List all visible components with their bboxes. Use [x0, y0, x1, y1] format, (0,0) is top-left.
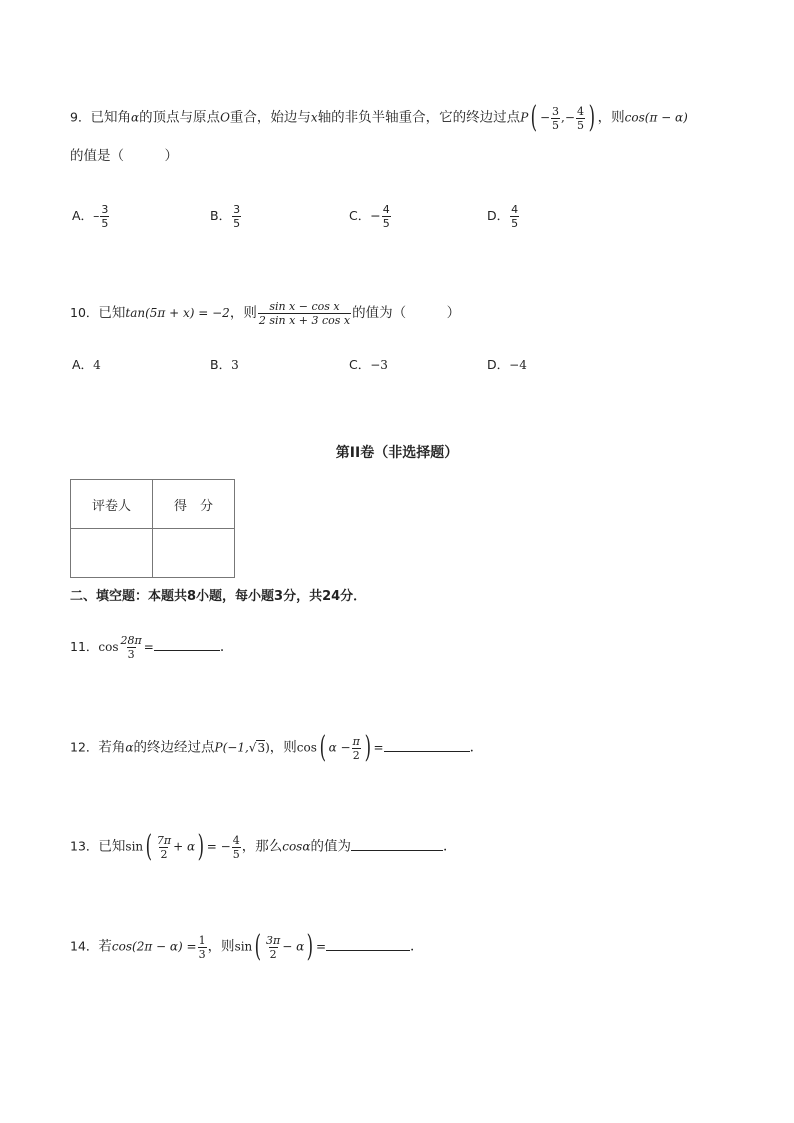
fraction	[156, 834, 172, 861]
q10-option-b[interactable]	[210, 355, 239, 373]
q14-text: 若	[98, 938, 112, 955]
q9-option-c[interactable]	[349, 203, 392, 230]
equals-sign: =	[315, 939, 327, 954]
question-9-cont	[70, 150, 178, 164]
fraction	[232, 834, 241, 861]
alpha-minus: α −	[328, 740, 351, 755]
q9-text: 的顶点与原点	[139, 109, 221, 126]
question-12	[70, 730, 474, 765]
right-paren: )	[588, 100, 596, 135]
option-fraction	[510, 203, 519, 230]
alpha-symbol: α	[130, 110, 140, 125]
left-paren: (	[319, 730, 326, 765]
denominator: 3	[198, 947, 206, 961]
fraction	[576, 105, 585, 132]
numerator: 1	[198, 933, 206, 947]
option-fraction	[100, 203, 109, 230]
cos-func: cos	[296, 740, 317, 755]
numerator: 4	[511, 203, 519, 216]
answer-blank[interactable]	[351, 838, 443, 851]
equals-sign: =	[143, 640, 154, 654]
option-fraction	[232, 203, 241, 230]
tan-expression: tan(5π + x) = −2	[125, 306, 230, 320]
minus-sign: −	[564, 110, 575, 125]
numerator: 28π	[120, 634, 142, 647]
score-header: 得 分	[153, 480, 235, 529]
question-number: 9．	[70, 109, 91, 125]
option-label: B．	[210, 357, 232, 372]
period: .	[469, 739, 474, 756]
numerator: sin x − cos x	[269, 300, 340, 313]
denominator: 2	[160, 847, 168, 861]
option-label: D．	[487, 357, 510, 372]
fraction	[120, 634, 143, 661]
plus-alpha: + α	[173, 839, 196, 854]
point-p: P	[520, 110, 529, 125]
origin-symbol: O	[220, 110, 230, 125]
option-sign: −	[370, 208, 381, 223]
x-symbol: x	[310, 110, 318, 125]
q12-text: 的终边经过点	[133, 739, 215, 756]
option-value: −3	[370, 358, 388, 372]
answer-blank[interactable]	[384, 739, 470, 752]
part-title: 二、填空题：本题共8小题，每小题3分，共24分．	[70, 589, 367, 604]
option-label: C．	[349, 357, 371, 372]
sqrt-value: 3	[257, 740, 266, 755]
option-value: 3	[231, 358, 239, 372]
option-value: −4	[509, 358, 527, 372]
numerator: 3	[233, 203, 241, 216]
q9-text: 重合，始边与	[229, 109, 311, 126]
fraction	[551, 105, 560, 132]
question-13	[70, 829, 448, 864]
minus-alpha: − α	[282, 939, 305, 954]
answer-blank[interactable]	[326, 938, 410, 951]
denominator: 5	[552, 118, 560, 132]
right-paren: )	[306, 929, 314, 964]
numerator: 4	[382, 203, 390, 216]
numerator: π	[352, 734, 360, 748]
denominator: 3	[127, 648, 135, 661]
question-number: 13．	[70, 838, 99, 854]
q10-text: 已知	[98, 305, 126, 321]
numerator: 3	[101, 203, 109, 216]
q9-option-a[interactable]	[72, 203, 110, 230]
q10-option-c[interactable]	[349, 355, 388, 373]
q12-text: ，则	[269, 739, 297, 756]
q9-option-d[interactable]	[487, 203, 520, 230]
question-10	[70, 300, 460, 327]
q10-option-d[interactable]	[487, 355, 527, 373]
option-label: D．	[487, 208, 510, 223]
comma: ,	[561, 110, 565, 125]
question-number: 12．	[70, 739, 99, 755]
period: .	[442, 838, 448, 855]
denominator: 5	[511, 217, 519, 230]
cos-func: cos	[98, 640, 119, 654]
cos-expression: cos(2π − α) =	[111, 939, 197, 954]
numerator: 4	[576, 104, 584, 118]
period: .	[410, 938, 415, 955]
right-paren: )	[197, 829, 205, 864]
right-paren: )	[364, 730, 371, 765]
option-fraction	[382, 203, 391, 230]
fraction	[198, 934, 207, 961]
fraction	[352, 735, 361, 762]
ratio-fraction	[258, 300, 351, 327]
option-sign: –	[93, 208, 100, 223]
numerator: 4	[232, 833, 240, 847]
denominator: 5	[232, 847, 240, 861]
sin-func: sin	[125, 839, 144, 854]
score-cell[interactable]	[153, 529, 235, 578]
cos-alpha: cosα	[282, 839, 311, 854]
grader-header: 评卷人	[71, 480, 153, 529]
option-label: C．	[349, 208, 371, 223]
q10-text: 的值为（ ）	[352, 305, 461, 321]
q9-text: 已知角	[90, 109, 131, 126]
q9-text: 轴的非负半轴重合，它的终边过点	[317, 109, 521, 126]
sqrt-sign: √	[248, 740, 257, 755]
denominator: 2	[352, 748, 360, 762]
denominator: 5	[101, 217, 109, 230]
q13-text: 已知	[98, 838, 126, 855]
q9-text: ，则	[597, 109, 625, 126]
denominator: 5	[576, 118, 584, 132]
numerator: 3π	[266, 933, 281, 947]
denominator: 5	[382, 217, 390, 230]
period: .	[219, 639, 225, 655]
equals-sign: =	[373, 740, 384, 755]
denominator: 5	[233, 217, 241, 230]
point-p: P(−1,	[214, 740, 249, 755]
sin-func: sin	[234, 939, 253, 954]
alpha-symbol: α	[125, 740, 134, 755]
option-label: A．	[72, 208, 94, 223]
point-close: )	[265, 740, 270, 755]
q9-option-b[interactable]	[210, 203, 242, 230]
q12-text: 若角	[98, 739, 126, 756]
denominator: 2	[269, 947, 277, 961]
q10-option-a[interactable]	[72, 355, 101, 373]
question-number: 11．	[70, 639, 99, 654]
numerator: 7π	[156, 833, 172, 847]
left-paren: (	[145, 829, 153, 864]
answer-blank[interactable]	[154, 638, 220, 651]
numerator: 3	[552, 104, 560, 118]
q14-text: ，则	[207, 938, 235, 955]
question-number: 14．	[70, 938, 99, 954]
score-table	[70, 479, 235, 578]
question-14	[70, 929, 415, 964]
fraction	[265, 934, 281, 961]
left-paren: (	[254, 929, 262, 964]
left-paren: (	[530, 100, 538, 135]
cos-expression: cos(π − α)	[624, 110, 688, 125]
q13-text: ，那么	[241, 838, 283, 855]
option-value: 4	[93, 358, 101, 372]
option-label: A．	[72, 357, 94, 372]
question-11	[70, 634, 224, 661]
denominator: 2 sin x + 3 cos x	[258, 314, 351, 327]
q9-text: 的值是（ ）	[70, 148, 178, 164]
minus-sign: −	[539, 110, 551, 125]
question-9	[70, 100, 688, 135]
q13-text: 的值为	[310, 838, 351, 855]
grader-cell[interactable]	[71, 529, 153, 578]
section-title: 第II卷（非选择题）	[335, 445, 459, 461]
question-number: 10．	[70, 305, 99, 320]
q10-text: ，则	[229, 305, 257, 321]
option-label: B．	[210, 208, 232, 223]
equals-minus: = −	[206, 839, 231, 854]
